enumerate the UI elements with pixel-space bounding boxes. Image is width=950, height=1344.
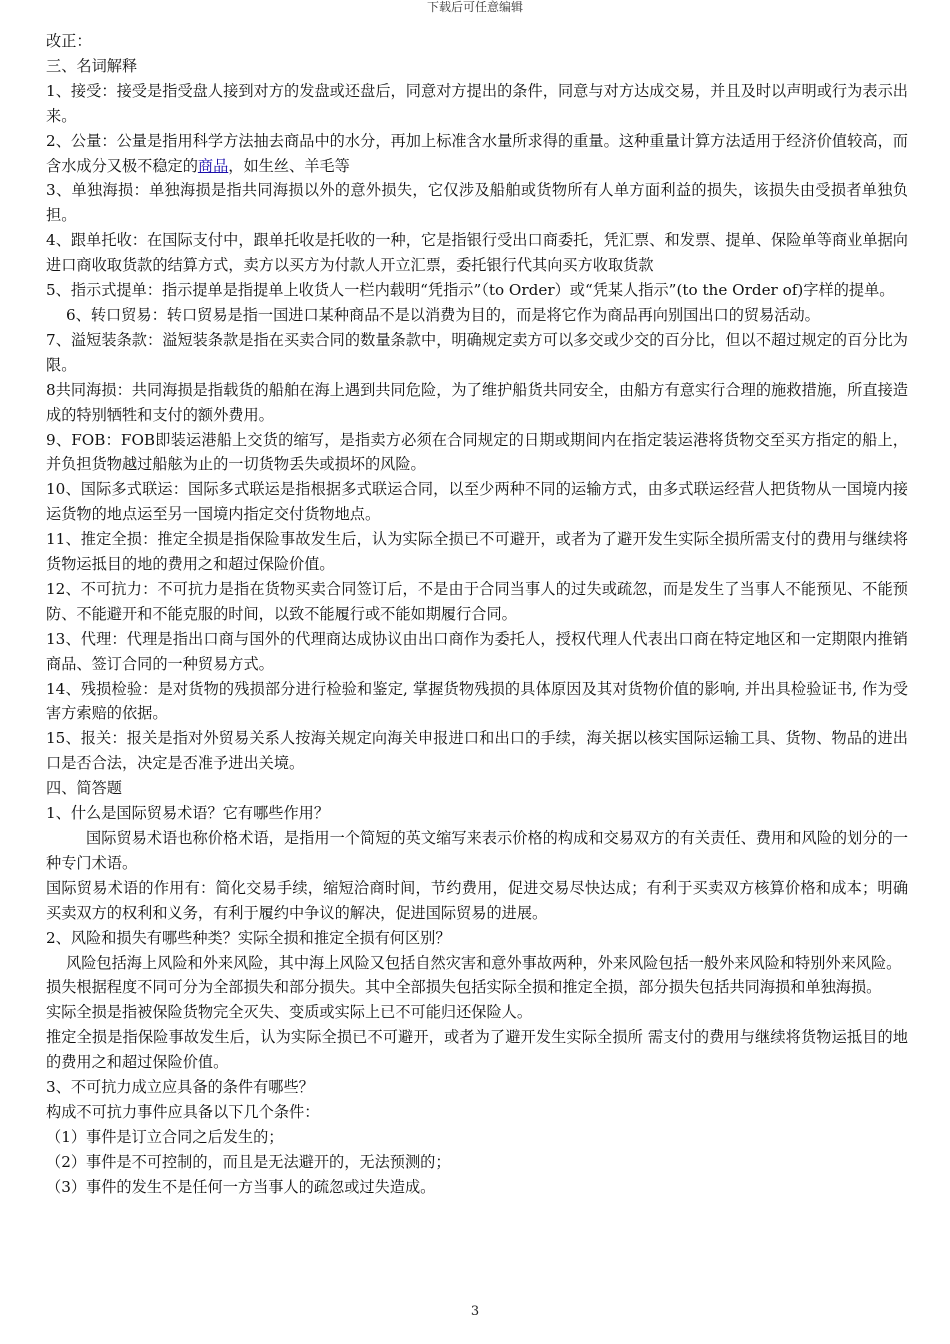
question-2: 2、风险和损失有哪些种类？实际全损和推定全损有何区别？ — [46, 928, 451, 947]
term-acceptance: 1、接受：接受是指受盘人接到对方的发盘或还盘后，同意对方提出的条件，同意与对方达成交易，并且及时以声明或行为表示出来。 — [46, 81, 908, 125]
answer-3-intro: 构成不可抗力事件应具备以下几个条件： — [46, 1102, 320, 1121]
term-agency: 13、代理：代理是指出口商与国外的代理商达成协议由出口商作为委托人，授权代理人代表出口商在特定地区和一定期限内推销商品、签订合同的一种贸易方式。 — [46, 629, 908, 673]
question-3: 3、不可抗力成立应具备的条件有哪些？ — [46, 1078, 314, 1097]
term-entrepot-trade: 6、转口贸易：转口贸易是指一国进口某种商品不是以消费为目的，而是将它作为商品再向别国出口的贸易活动。 — [66, 305, 820, 324]
term-force-majeure: 12、不可抗力：不可抗力是指在货物买卖合同签订后，不是由于合同当事人的过失或疏忽，而是发生了当事人不能预见、不能预防、不能避开和不能克服的时间，以致不能履行或不能如期履行合同。 — [46, 579, 908, 623]
term-constructive-total-loss: 11、推定全损：推定全损是指保险事故发生后，认为实际全损已不可避开，或者为了避开发生实际全损所需支付的费用与继续将货物运抵目的地的费用之和超过保险价值。 — [46, 530, 908, 574]
term-more-or-less-clause: 7、溢短装条款：溢短装条款是指在买卖合同的数量条款中，明确规定卖方可以多交或少交的百分比，但以不超过规定的百分比为限。 — [46, 330, 908, 374]
commodity-link[interactable]: 商品 — [197, 156, 229, 175]
term-order-bill-of-lading: 5、指示式提单：指示提单是指提单上收货人一栏内载明“凭指示”（to Order）或“凭某人指示”(to the Order of)字样的提单。 — [46, 281, 895, 300]
section-heading-short-answers: 四、简答题 — [46, 779, 122, 798]
answer-1-definition: 国际贸易术语也称价格术语，是指用一个简短的英文缩写来表示价格的构成和交易双方的有关责任、费用和风险的划分的一种专门术语。 — [46, 829, 908, 872]
term-multimodal-transport: 10、国际多式联运：国际多式联运是指根据多式联运合同，以至少两种不同的运输方式，由多式联运经营人把货物从一国境内接运货物的地点运至另一国境内指定交付货物地点。 — [46, 480, 908, 524]
answer-3-condition-1: （1）事件是订立合同之后发生的； — [46, 1127, 284, 1146]
answer-3-condition-3: （3）事件的发生不是任何一方当事人的疏忽或过失造成。 — [46, 1177, 436, 1196]
paragraph-correction: 改正： — [46, 32, 92, 50]
section-heading-terms: 三、名词解释 — [46, 56, 138, 75]
document-body — [46, 29, 908, 1200]
answer-2-risks: 风险包括海上风险和外来风险，其中海上风险又包括自然灾害和意外事故两种，外来风险包括一般外来风险和特别外来风险。 — [66, 953, 902, 972]
page-number: 3 — [470, 1304, 480, 1319]
answer-1-functions: 国际贸易术语的作用有：简化交易手续，缩短洽商时间，节约费用，促进交易尽快达成；有利于买卖双方核算价格和成本；明确买卖双方的权利和义务，有利于履约中争议的解决，促进国际贸易的进展。 — [46, 878, 908, 922]
term-conditioned-weight — [46, 129, 908, 179]
answer-3-condition-2: （2）事件是不可控制的，而且是无法避开的，无法预测的； — [46, 1152, 451, 1171]
answer-2-actual-total-loss: 实际全损是指被保险货物完全灭失、变质或实际上已不可能归还保险人。 — [46, 1003, 532, 1022]
term-documentary-collection: 4、跟单托收：在国际支付中，跟单托收是托收的一种，它是指银行受出口商委托，凭汇票、和发票、提单、保险单等商业单据向进口商收取货款的结算方式，卖方以买方为付款人开立汇票，委托银行代其向买方收取货款 — [46, 231, 908, 275]
answer-2-constructive-total-loss: 推定全损是指保险事故发生后，认为实际全损已不可避开，或者为了避开发生实际全损所 需支付的费用与继续将货物运抵目的地的费用之和超过保险价值。 — [46, 1028, 908, 1072]
term-conditioned-weight-text-b: ，如生丝、羊毛等 — [228, 156, 350, 175]
term-customs-declaration: 15、报关：报关是指对外贸易关系人按海关规定向海关申报进口和出口的手续，海关据以核实国际运输工具、货物、物品的进出口是否合法，决定是否准予进出关境。 — [46, 729, 908, 773]
term-conditioned-weight-text-a: 2、公量：公量是指用科学方法抽去商品中的水分，再加上标准含水量所求得的重量。这种重量计算方法适用于经济价值较高，而含水成分又极不稳定的 — [46, 131, 908, 175]
term-general-average: 8共同海损：共同海损是指载货的船舶在海上遇到共同危险，为了维护船货共同安全，由船方有意实行合理的施救措施，所直接造成的特别牺牲和支付的额外费用。 — [46, 380, 908, 424]
answer-2-losses: 损失根据程度不同可分为全部损失和部分损失。其中全部损失包括实际全损和推定全损，部分损失包括共同海损和单独海损。 — [46, 978, 882, 997]
term-damage-survey: 14、残损检验：是对货物的残损部分进行检验和鉴定, 掌握货物残损的具体原因及其对货物价值的影响, 并出具检验证书, 作为受害方索赔的依据。 — [46, 679, 908, 723]
term-particular-average: 3、单独海损：单独海损是指共同海损以外的意外损失，它仅涉及船舶或货物所有人单方面利益的损失，该损失由受损者单独负担。 — [46, 181, 908, 225]
question-1: 1、什么是国际贸易术语？它有哪些作用？ — [46, 804, 330, 823]
term-fob: 9、FOB：FOB即装运港船上交货的缩写，是指卖方必须在合同规定的日期或期间内在指定装运港将货物交至买方指定的船上，并负担货物越过船舷为止的一切货物丢失或损坏的风险。 — [46, 430, 908, 474]
page-header: 下载后可任意编辑 — [426, 0, 523, 14]
